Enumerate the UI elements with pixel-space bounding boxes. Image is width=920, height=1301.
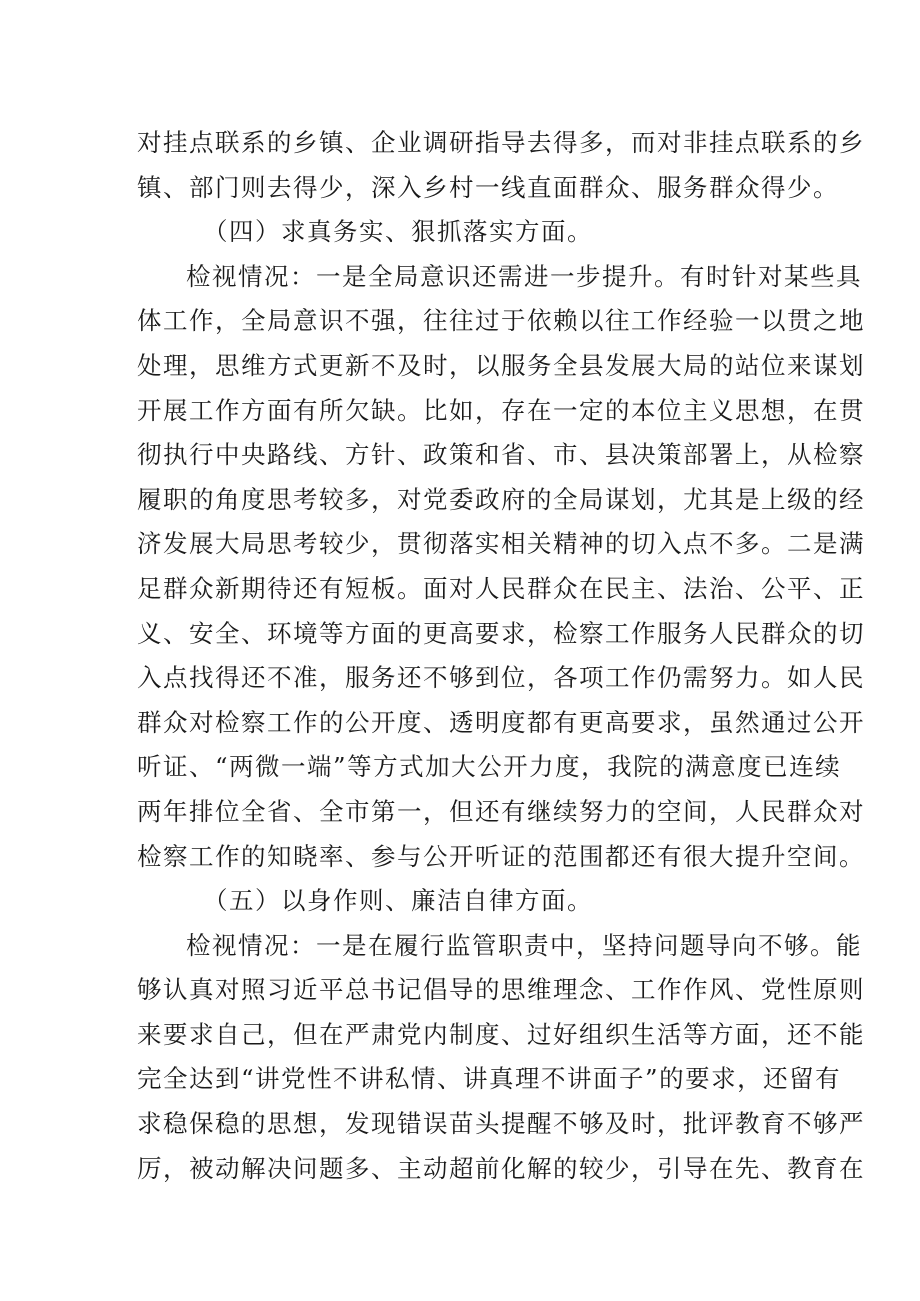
text-line: 两 年 排 位 全 省 、 全 市 第 一 ， 但 还 有 继 续 努 力 的 空 间 ， 人 民 群 众 对 — [137, 796, 865, 826]
text-line: 完 全 达 到 “ 讲 党 性 不 讲 私 情 、 讲 真 理 不 讲 面 子 ” 的 要 求 ， 还 留 有 — [137, 1064, 842, 1094]
text-line: 群 众 对 检 察 工 作 的 公 开 度 、 透 明 度 都 有 更 高 要 求 ， 虽 然 通 过 公 开 — [137, 707, 865, 737]
text-line: 听 证 、 “ 两 微 一 端 ” 等 方 式 加 大 公 开 力 度 ， 我 院 的 满 意 度 已 连 续 — [137, 752, 842, 782]
text-line: 济 发 展 大 局 思 考 较 少 ， 贯 彻 落 实 相 关 精 神 的 切 入 点 不 多 。 二 是 满 — [137, 529, 865, 559]
text-line: 求 稳 保 稳 的 思 想 ， 发 现 错 误 苗 头 提 醒 不 够 及 时 ， 批 评 教 育 不 够 严 — [137, 1109, 865, 1139]
text-line: 来 要 求 自 己 ， 但 在 严 肃 党 内 制 度 、 过 好 组 织 生 活 等 方 面 ， 还 不 能 — [137, 1019, 865, 1049]
document-body — [137, 121, 865, 1191]
section-heading: （四）求真务实、狠抓落实方面。 — [203, 217, 593, 247]
text-line: 开 展 工 作 方 面 有 所 欠 缺 。 比 如 ， 存 在 一 定 的 本 位 主 义 思 想 ， 在 贯 — [137, 395, 865, 425]
text-line: 检察工作的知晓率、参与公开听证的范围都还有很大提升空间。 — [137, 841, 865, 871]
text-line: 体 工 作 ， 全 局 意 识 不 强 ， 往 往 过 于 依 赖 以 往 工 作 经 验 一 以 贯 之 地 — [137, 306, 865, 336]
text-line: 足 群 众 新 期 待 还 有 短 板 。 面 对 人 民 群 众 在 民 主 、 法 治 、 公 平 、 正 — [137, 573, 865, 603]
text-line: 检 视 情 况 ： 一 是 在 履 行 监 管 职 责 中 ， 坚 持 问 题 导 向 不 够 。 能 — [186, 930, 862, 960]
text-line: 对 挂 点 联 系 的 乡 镇 、 企 业 调 研 指 导 去 得 多 ， 而 对 非 挂 点 联 系 的 乡 — [137, 128, 865, 157]
text-line: 够 认 真 对 照 习 近 平 总 书 记 倡 导 的 思 维 理 念 、 工 作 作 风 、 党 性 原 则 — [137, 975, 865, 1005]
text-line: 厉 ， 被 动 解 决 问 题 多 、 主 动 超 前 化 解 的 较 少 ， 引 导 在 先 、 教 育 在 — [137, 1153, 865, 1183]
text-line: 履 职 的 角 度 思 考 较 多 ， 对 党 委 政 府 的 全 局 谋 划 ， 尤 其 是 上 级 的 经 — [137, 484, 865, 514]
text-line: 彻 执 行 中 央 路 线 、 方 针 、 政 策 和 省 、 市 、 县 决 策 部 署 上 ， 从 检 察 — [137, 440, 865, 470]
section-heading: （五）以身作则、廉洁自律方面。 — [203, 886, 593, 916]
text-line: 入 点 找 得 还 不 准 ， 服 务 还 不 够 到 位 ， 各 项 工 作 仍 需 努 力 。 如 人 民 — [137, 663, 865, 693]
text-line: 镇、部门则去得少，深入乡村一线直面群众、服务群众得少。 — [137, 172, 839, 202]
text-line: 检 视 情 况 ： 一 是 全 局 意 识 还 需 进 一 步 提 升 。 有 时 针 对 某 些 具 — [186, 261, 862, 291]
text-line: 义 、 安 全 、 环 境 等 方 面 的 更 高 要 求 ， 检 察 工 作 服 务 人 民 群 众 的 切 — [137, 618, 865, 648]
text-line: 处 理 ， 思 维 方 式 更 新 不 及 时 ， 以 服 务 全 县 发 展 大 局 的 站 位 来 谋 划 — [137, 350, 865, 380]
